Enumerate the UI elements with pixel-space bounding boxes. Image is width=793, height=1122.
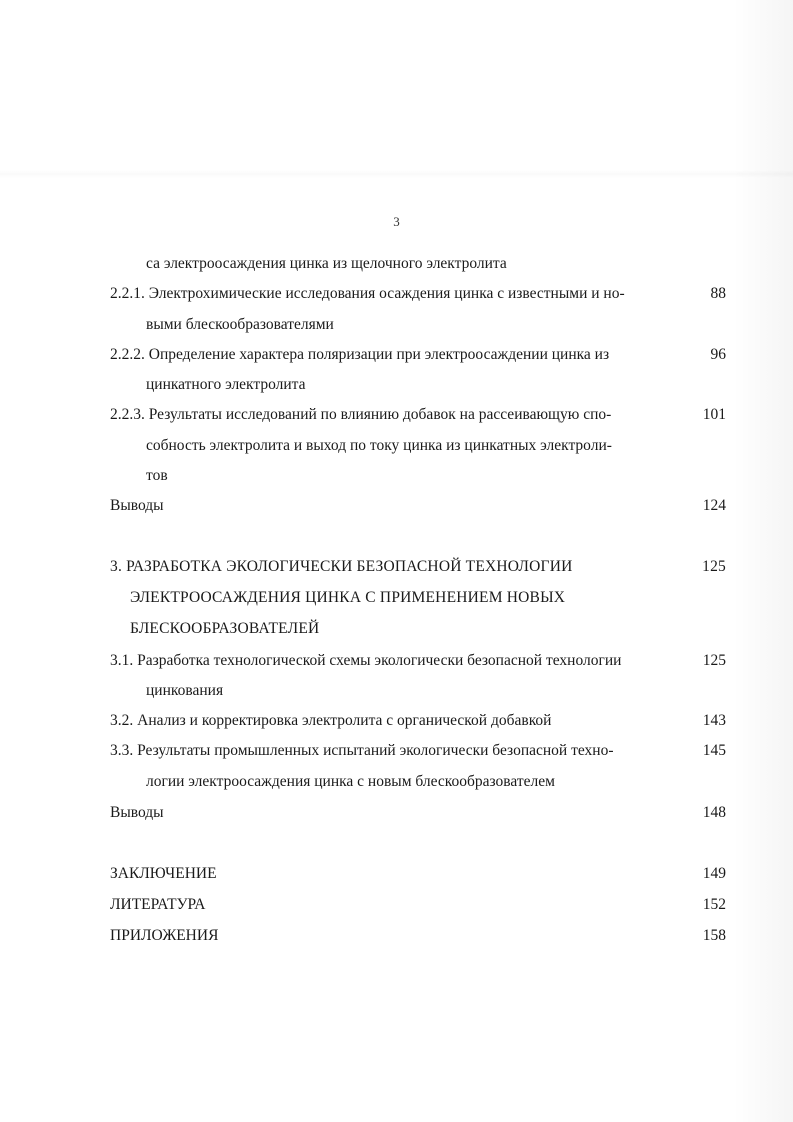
toc-line [110,369,726,400]
toc-line-page: 101 [702,406,726,423]
toc-line [110,278,726,309]
toc-chapter-heading [110,551,726,582]
toc-line-text: собность электролита и выход по току цинка из цинкатных электроли- [146,437,612,454]
toc-line-text: 2.2.3. Результаты исследований по влиянию добавок на рассеивающую спо- [110,406,612,423]
toc-line [110,339,726,370]
toc-line-page: 124 [702,497,726,514]
toc-line [110,766,726,797]
toc-line-text: ЭЛЕКТРООСАЖДЕНИЯ ЦИНКА С ПРИМЕНЕНИЕМ НОВЫХ [130,589,566,606]
toc-line-page: 145 [702,742,726,759]
toc-line-text: 3. РАЗРАБОТКА ЭКОЛОГИЧЕСКИ БЕЗОПАСНОЙ ТЕХНОЛОГИИ [110,558,573,575]
toc-line-page: 152 [702,896,726,913]
toc-line-text: 3.1. Разработка технологической схемы экологически безопасной технологии [110,652,622,669]
toc-line [110,490,726,521]
toc-line-text: 3.2. Анализ и корректировка электролита с органической добавкой [110,712,552,729]
toc-line-page: 149 [702,865,726,882]
toc-line-text: ЗАКЛЮЧЕНИЕ [110,865,217,882]
toc-line [110,309,726,340]
page-number: 3 [393,214,400,229]
toc-line [110,735,726,766]
toc-section-heading [110,889,726,920]
toc-section-heading [110,920,726,951]
scan-edge-shadow [733,0,793,1122]
toc-line-text: цинкования [146,682,224,699]
toc-line-text: 2.2.1. Электрохимические исследования осаждения цинка с известными и но- [110,285,625,302]
toc-line [110,705,726,736]
toc-line-page: 88 [710,285,726,302]
toc-chapter-heading [110,613,726,644]
toc-line-page: 148 [702,804,726,821]
toc-line-text: ПРИЛОЖЕНИЯ [110,927,219,944]
toc-line-text: 3.3. Результаты промышленных испытаний экологически безопасной техно- [110,742,614,759]
toc-line-text: тов [146,467,168,484]
toc-line-text: цинкатного электролита [146,376,306,393]
toc-line [110,675,726,706]
toc-line [110,248,726,279]
toc-line [110,399,726,430]
toc-line-text: ЛИТЕРАТУРА [110,896,206,913]
toc-line-text: БЛЕСКООБРАЗОВАТЕЛЕЙ [130,620,320,637]
toc-line-page: 125 [702,558,726,575]
toc-line-text: 2.2.2. Определение характера поляризации при электроосаждении цинка из [110,346,610,363]
toc-line-text: логии электроосаждения цинка с новым блескообразователем [146,773,555,790]
toc-line-page: 143 [702,712,726,729]
toc-section-heading [110,858,726,889]
toc-line [110,645,726,676]
toc-chapter-heading [110,582,726,613]
toc-line [110,797,726,828]
toc-line-page: 158 [702,927,726,944]
toc-line-text: выми блескообразователями [146,316,334,333]
toc-line-page: 125 [702,652,726,669]
toc-line [110,430,726,461]
toc-line-text: Выводы [110,804,164,821]
scan-shadow [0,170,793,178]
toc-line-text: Выводы [110,497,164,514]
toc-line-text: са электроосаждения цинка из щелочного электролита [146,255,507,272]
toc-line [110,460,726,491]
toc-line-page: 96 [710,346,726,363]
